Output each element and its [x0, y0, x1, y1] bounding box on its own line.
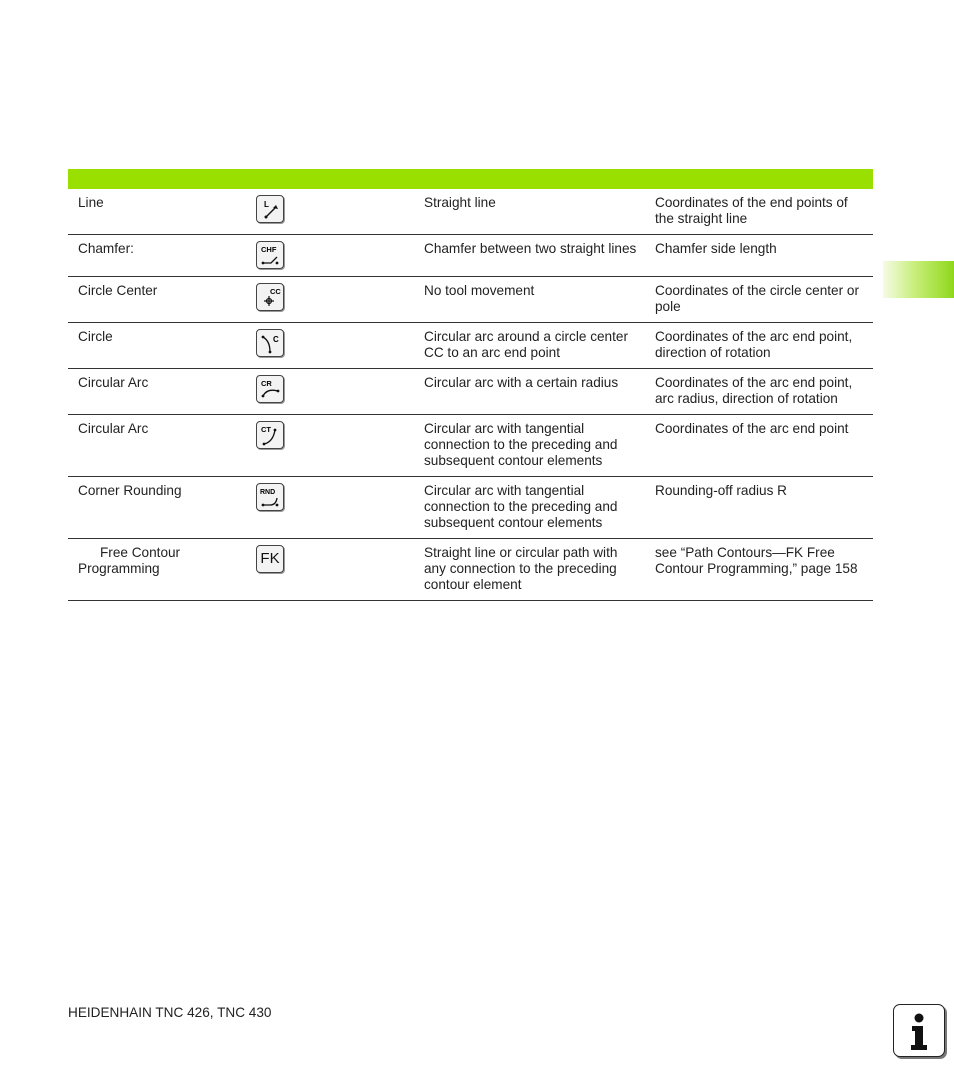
circular-arc-tangential-key-icon[interactable] [256, 421, 284, 449]
function-name: Corner Rounding [68, 477, 246, 539]
tool-movement: Chamfer between two straight lines [414, 235, 645, 277]
svg-text:C: C [273, 335, 279, 344]
fk-key-icon[interactable]: FK [256, 545, 284, 573]
tool-movement: Circular arc with tangential connection to the preceding and subsequent contour elements [414, 477, 645, 539]
circle-center-key-icon[interactable] [256, 283, 284, 311]
table-row [68, 189, 873, 235]
info-icon [893, 1004, 945, 1057]
path-function-table [68, 189, 873, 601]
tool-movement: Circular arc with a certain radius [414, 369, 645, 415]
circular-arc-radius-key-icon[interactable] [256, 375, 284, 403]
function-name: Line [68, 189, 246, 235]
svg-text:RND: RND [260, 489, 276, 496]
required-input: Coordinates of the arc end point, direction of rotation [645, 323, 873, 369]
table-row [68, 277, 873, 323]
table-row [68, 323, 873, 369]
chapter-tab [883, 261, 954, 298]
table-row [68, 539, 873, 601]
tool-movement: No tool movement [414, 277, 645, 323]
required-input: Coordinates of the arc end point [645, 415, 873, 477]
svg-text:CR: CR [261, 379, 272, 388]
tool-movement: Circular arc with tangential connection to the preceding and subsequent contour elements [414, 415, 645, 477]
required-input: Coordinates of the end points of the straight line [645, 189, 873, 235]
function-name: Free Contour Programming [68, 539, 246, 601]
svg-text:CHF: CHF [261, 245, 277, 254]
svg-text:CC: CC [270, 287, 281, 296]
required-input: Rounding-off radius R [645, 477, 873, 539]
function-name: Chamfer: [68, 235, 246, 277]
svg-text:CT: CT [261, 425, 271, 434]
table-row [68, 415, 873, 477]
function-name: Circular Arc [68, 369, 246, 415]
chamfer-key-icon[interactable] [256, 241, 284, 269]
table-row [68, 477, 873, 539]
function-name: Circle [68, 323, 246, 369]
tool-movement: Straight line or circular path with any connection to the preceding contour element [414, 539, 645, 601]
line-key-icon[interactable] [256, 195, 284, 223]
table-row [68, 369, 873, 415]
footer-text: HEIDENHAIN TNC 426, TNC 430 [68, 1005, 272, 1020]
required-input: see “Path Contours—FK Free Contour Programming,” page 158 [645, 539, 873, 601]
corner-rounding-key-icon[interactable] [256, 483, 284, 511]
table-header-bar [68, 169, 873, 189]
table-row [68, 235, 873, 277]
tool-movement: Circular arc around a circle center CC to an arc end point [414, 323, 645, 369]
function-name: Circle Center [68, 277, 246, 323]
svg-text:L: L [264, 200, 269, 209]
required-input: Chamfer side length [645, 235, 873, 277]
required-input: Coordinates of the arc end point, arc radius, direction of rotation [645, 369, 873, 415]
function-name: Circular Arc [68, 415, 246, 477]
tool-movement: Straight line [414, 189, 645, 235]
circle-key-icon[interactable] [256, 329, 284, 357]
required-input: Coordinates of the circle center or pole [645, 277, 873, 323]
